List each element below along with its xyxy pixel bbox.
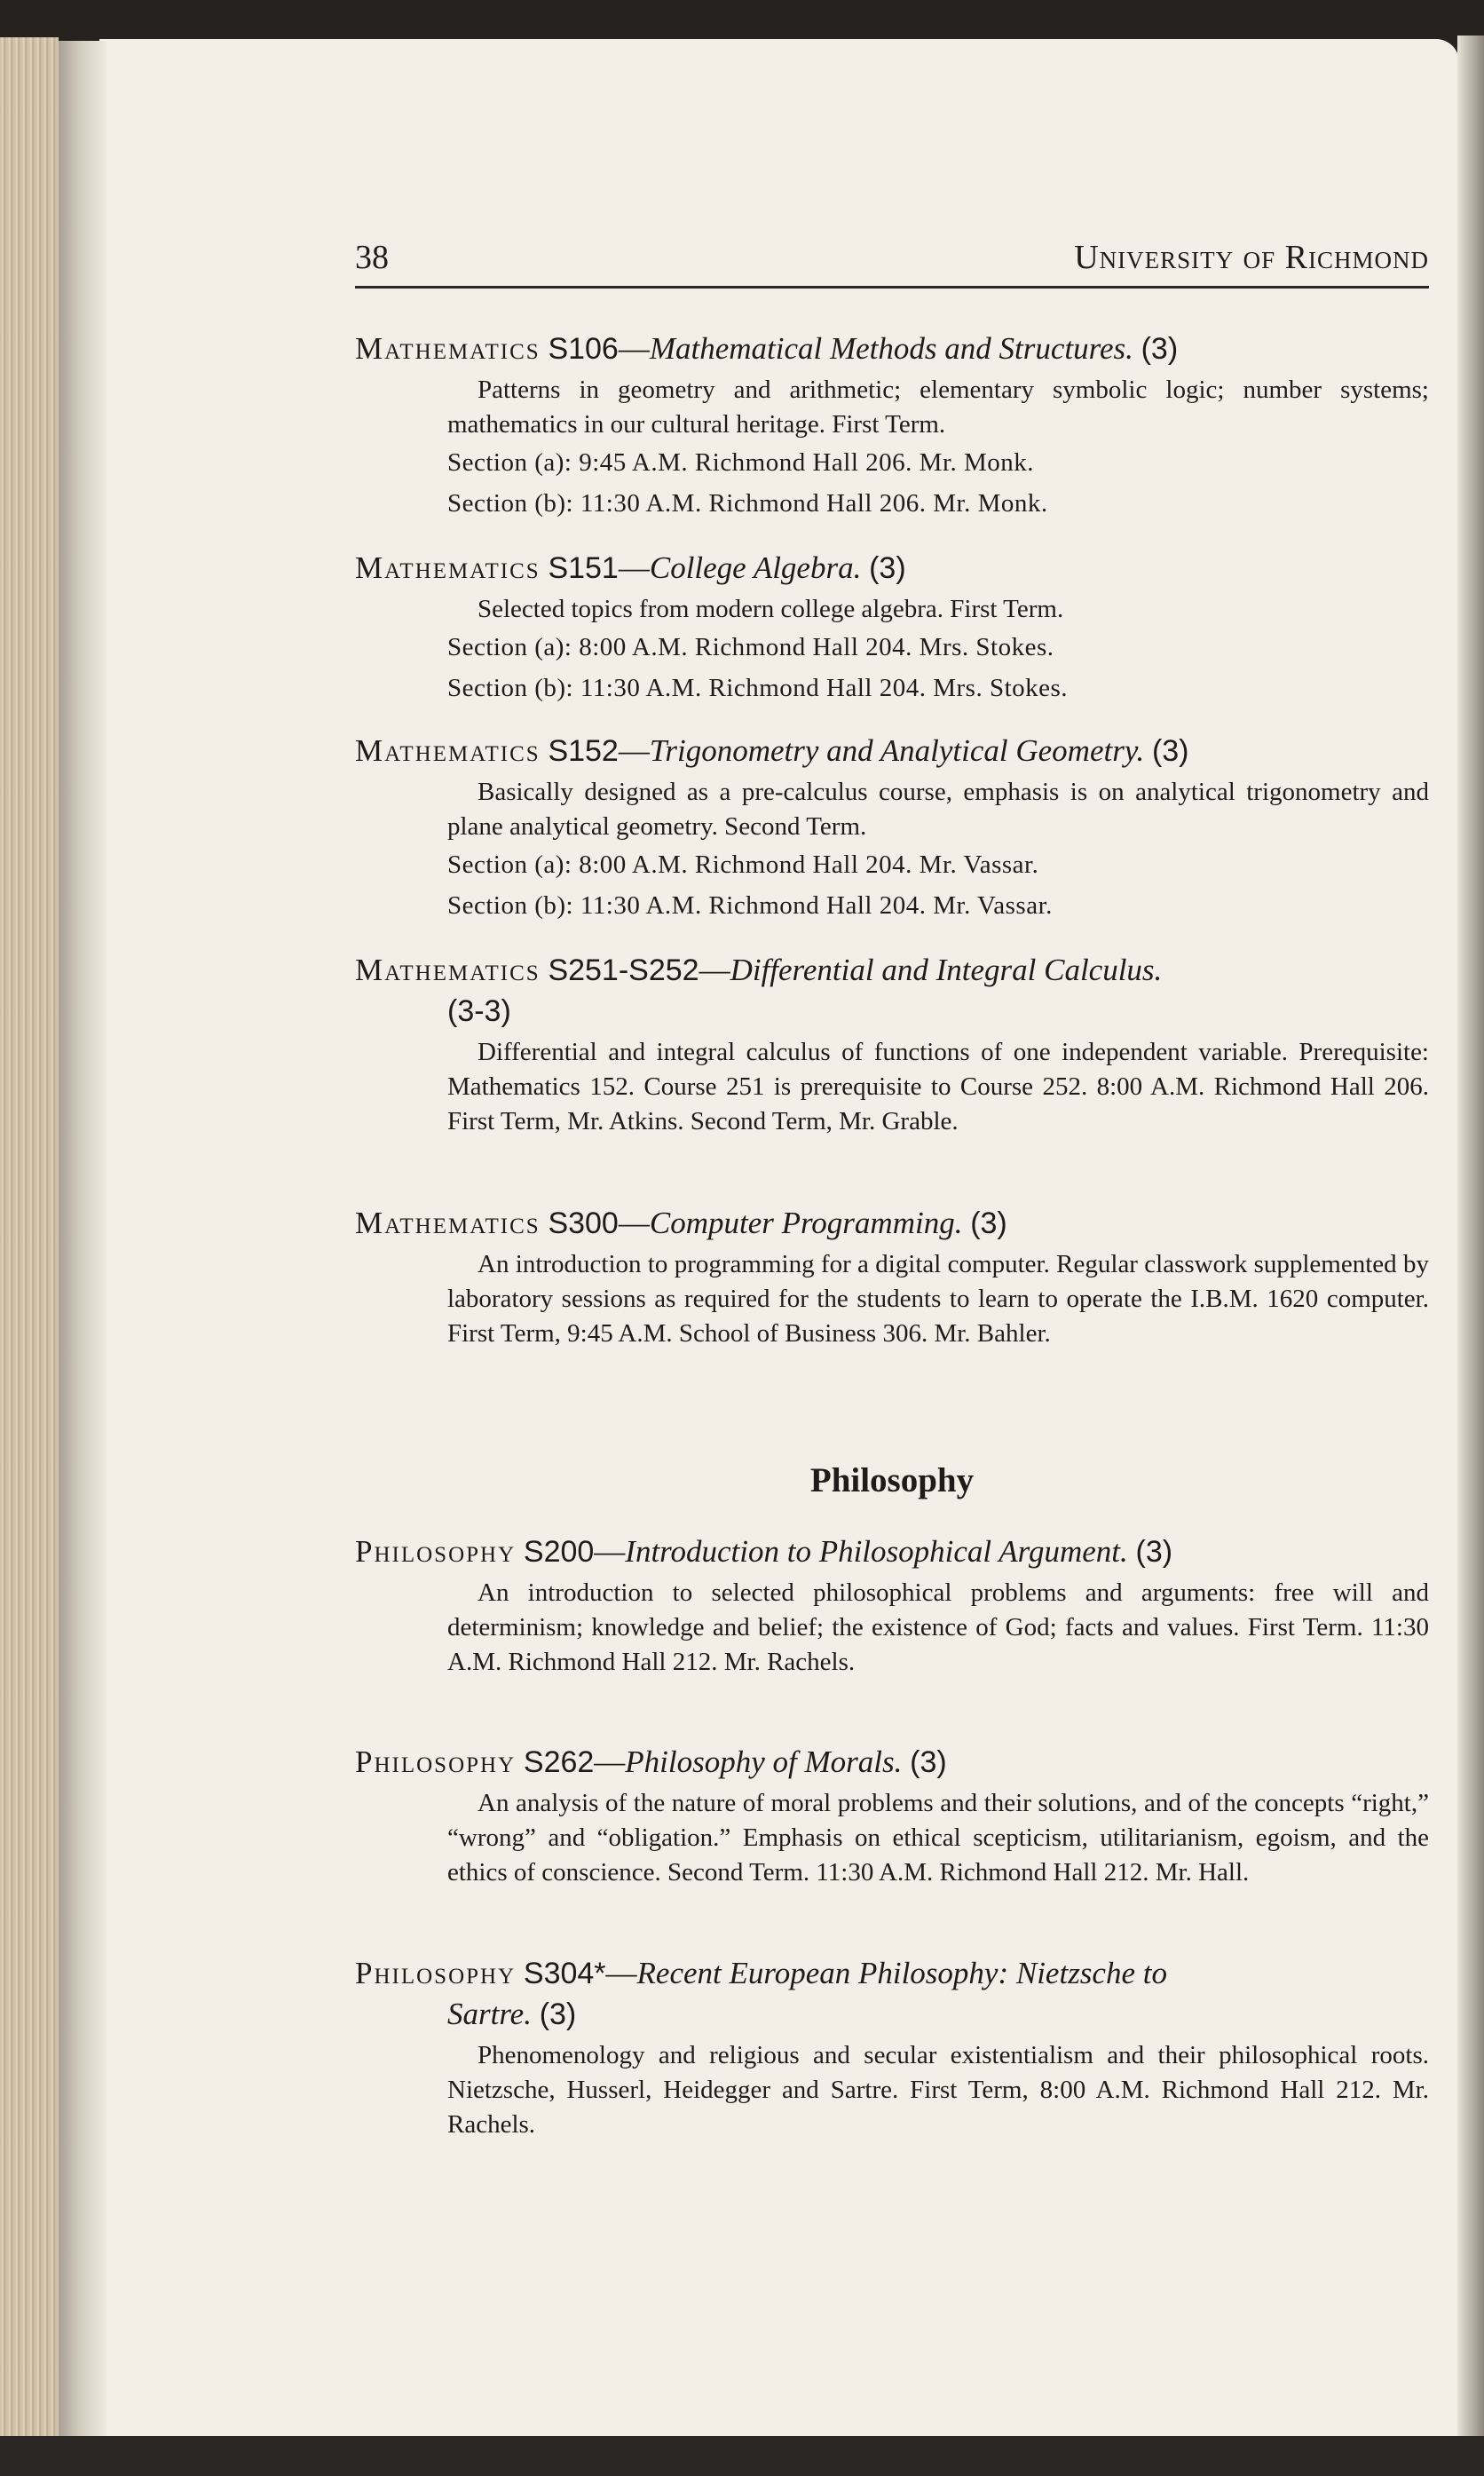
course-heading-continued <box>355 991 1429 1032</box>
course-number: S106 <box>548 332 619 366</box>
course-description: An introduction to programming for a digital computer. Regular classwork supplemented by laboratory sessions as required for the students to learn to operate the I.B.M. 1620 computer. First Term, 9:45 A.M. School of Business 306. Mr. Bahler. <box>447 1250 1429 1348</box>
course-title: Recent European Philosophy: Nietzsche to <box>636 1956 1167 1990</box>
course-number: S304* <box>523 1957 606 1990</box>
course-dept: Philosophy <box>355 1956 517 1990</box>
course-entry <box>355 731 1429 926</box>
course-dept: Mathematics <box>355 733 541 768</box>
course-credit: (3) <box>539 1997 577 2031</box>
course-title: Differential and Integral Calculus. <box>730 953 1163 987</box>
course-description: Phenomenology and religious and secular existentialism and their philosophical roots. Nietzsche, Husserl, Heidegger and Sartre. First Term, 8:00 A.M. Richmond Hall 212. Mr. Rachels. <box>447 2041 1429 2139</box>
course-number: S251-S252 <box>548 953 699 987</box>
course-entry <box>355 1531 1429 1680</box>
course-description: An introduction to selected philosophical problems and arguments: free will and determinism; knowledge and belief; the existence of God; facts and values. First Term. 11:30 A.M. Richmond Hall 212. Mr. Rachels. <box>447 1578 1429 1676</box>
course-dept: Philosophy <box>355 1744 517 1779</box>
course-title: Trigonometry and Analytical Geometry. <box>649 733 1145 768</box>
course-entry <box>355 950 1429 1139</box>
course-description: Selected topics from modern college algebra. First Term. <box>478 595 1064 623</box>
book-page-edges <box>0 37 59 2443</box>
course-section: Section (b): 11:30 A.M. Richmond Hall 206. Mr. Monk. <box>447 489 1048 518</box>
course-entry <box>355 548 1429 708</box>
course-credit: (3) <box>1135 1535 1173 1569</box>
subject-heading: Philosophy <box>809 1461 975 1499</box>
header-rule <box>355 286 1429 289</box>
page-curl-shadow <box>1457 36 1484 2450</box>
course-number: S151 <box>548 551 619 585</box>
course-heading: Mathematics S300—Computer Programming. (3) <box>355 1206 1007 1240</box>
scan-top-border <box>0 0 1484 44</box>
course-description: Patterns in geometry and arithmetic; elementary symbolic logic; number systems; mathematics in our cultural heritage. First Term. <box>447 376 1429 439</box>
course-description: An analysis of the nature of moral problems and their solutions, and of the concepts “right,” “wrong” and “obligation.” Emphasis on ethical scepticism, utilitarianism, egoism, and the ethics of conscience. Second Term. 11:30 A.M. Richmond Hall 212. Mr. Hall. <box>447 1789 1429 1887</box>
course-section: Section (b): 11:30 A.M. Richmond Hall 204. Mr. Vassar. <box>447 891 1053 920</box>
course-description: Basically designed as a pre-calculus course, emphasis is on analytical trigonometry and plane analytical geometry. Second Term. <box>447 778 1429 841</box>
course-heading: Philosophy S304*—Recent European Philosophy: Nietzsche to <box>355 1956 1167 1990</box>
course-section: Section (a): 8:00 A.M. Richmond Hall 204. Mr. Vassar. <box>447 850 1039 879</box>
course-title: College Algebra. <box>649 550 862 585</box>
course-section: Section (a): 8:00 A.M. Richmond Hall 204. Mrs. Stokes. <box>447 633 1054 661</box>
course-number: S152 <box>548 734 619 768</box>
course-credit: (3-3) <box>447 994 511 1028</box>
course-credit: (3) <box>1151 734 1189 768</box>
course-number: S262 <box>523 1745 595 1779</box>
book-gutter <box>59 41 107 2438</box>
course-entry <box>355 1742 1429 1890</box>
page-number: 38 <box>355 239 389 276</box>
course-credit: (3) <box>869 551 906 585</box>
course-heading-continued <box>355 1994 1429 2035</box>
course-title: Mathematical Methods and Structures. <box>649 331 1133 366</box>
course-dept: Mathematics <box>355 953 541 987</box>
course-heading: Mathematics S106—Mathematical Methods and Structures. (3) <box>355 331 1179 366</box>
running-header <box>355 238 1429 282</box>
course-title: Introduction to Philosophical Argument. <box>625 1534 1128 1569</box>
course-heading: Mathematics S251-S252—Differential and Integral Calculus. <box>355 953 1163 987</box>
course-heading: Philosophy S262—Philosophy of Morals. (3) <box>355 1744 947 1779</box>
course-entry <box>355 1203 1429 1351</box>
course-description: Differential and integral calculus of functions of one independent variable. Prerequisite: Mathematics 152. Course 251 is prerequisite to Course 252. 8:00 A.M. Richmond Hall 206. First Term, Mr. Atkins. Second Term, Mr. Grable. <box>447 1038 1429 1135</box>
course-credit: (3) <box>910 1745 947 1779</box>
course-dept: Mathematics <box>355 550 541 585</box>
course-dept: Mathematics <box>355 331 541 366</box>
course-credit: (3) <box>970 1206 1007 1240</box>
course-dept: Mathematics <box>355 1206 541 1240</box>
course-number: S200 <box>523 1535 595 1569</box>
course-dept: Philosophy <box>355 1534 517 1569</box>
scan-bottom-border <box>0 2436 1484 2476</box>
course-heading: Philosophy S200—Introduction to Philosophical Argument. (3) <box>355 1534 1173 1569</box>
course-entry <box>355 328 1429 524</box>
course-section: Section (a): 9:45 A.M. Richmond Hall 206. Mr. Monk. <box>447 448 1035 477</box>
course-title: Computer Programming. <box>649 1206 963 1240</box>
course-title: Philosophy of Morals. <box>625 1744 903 1779</box>
course-section: Section (b): 11:30 A.M. Richmond Hall 204. Mrs. Stokes. <box>447 674 1069 702</box>
running-title: University of Richmond <box>1074 239 1429 276</box>
course-heading: Mathematics S151—College Algebra. (3) <box>355 550 906 585</box>
course-heading: Mathematics S152—Trigonometry and Analytical Geometry. (3) <box>355 733 1189 768</box>
course-entry <box>355 1953 1429 2142</box>
course-number: S300 <box>548 1206 619 1240</box>
course-credit: (3) <box>1141 332 1179 366</box>
course-title-continued: Sartre. <box>447 1997 532 2031</box>
